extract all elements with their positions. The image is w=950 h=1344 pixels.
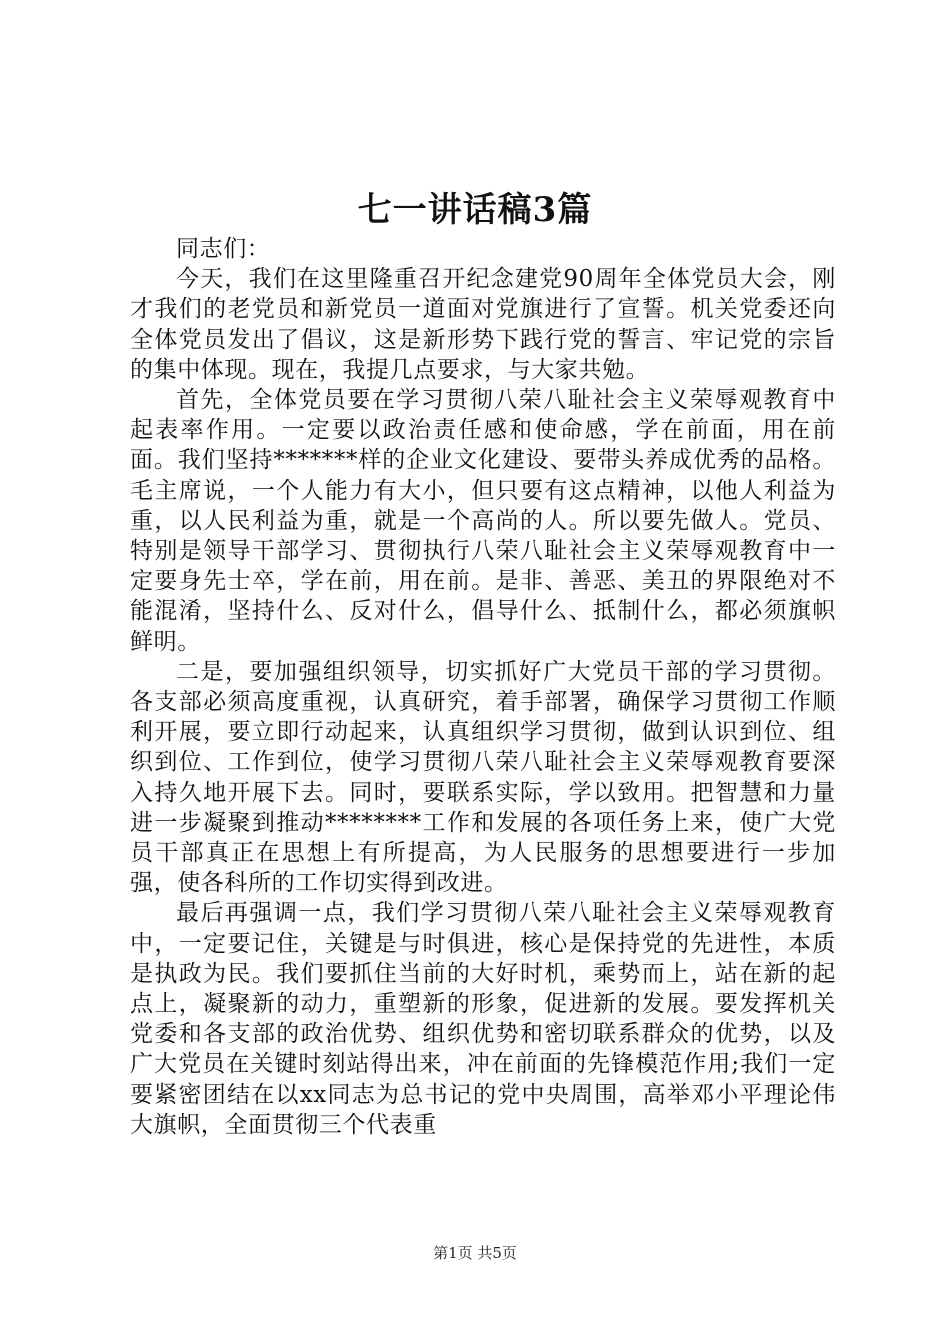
document-title: 七一讲话稿3篇 [357,190,593,230]
paragraph-4: 最后再强调一点，我们学习贯彻八荣八耻社会主义荣辱观教育中，一定要记住，关键是与时俱进，核心是保持党的先进性，本质是执政为民。我们要抓住当前的大好时机，乘势而上，站在新的起点上，凝聚新的动力，重塑新的形象，促进新的发展。要发挥机关党委和各支部的政治优势、组织优势和密切联系群众的优势，以及广大党员在关键时刻站得出来，冲在前面的先锋模范作用;我们一定要紧密团结在以xx同志为总书记的党中央周围，高举邓小平理论伟大旗帜，全面贯彻三个代表重 [130,900,836,1138]
salutation: 同志们： [176,236,271,262]
document-body [130,234,836,1140]
page-number-footer: 第1页 共5页 [433,1244,517,1262]
paragraph-2: 首先，全体党员要在学习贯彻八荣八耻社会主义荣辱观教育中起表率作用。一定要以政治责任感和使命感，学在前面，用在前面。我们坚持*******样的企业文化建设、要带头养成优秀的品格。毛主席说，一个人能力有大小，但只要有这点精神，以他人利益为重，以人民利益为重，就是一个高尚的人。所以要先做人。党员、特别是领导干部学习、贯彻执行八荣八耻社会主义荣辱观教育中一定要身先士卒，学在前，用在前。是非、善恶、美丑的界限绝对不能混淆，坚持什么、反对什么，倡导什么、抵制什么，都必须旗帜鲜明。 [130,387,836,655]
paragraph-3: 二是，要加强组织领导，切实抓好广大党员干部的学习贯彻。各支部必须高度重视，认真研究，着手部署，确保学习贯彻工作顺利开展，要立即行动起来，认真组织学习贯彻，做到认识到位、组织到位、工作到位，使学习贯彻八荣八耻社会主义荣辱观教育要深入持久地开展下去。同时，要联系实际，学以致用。把智慧和力量进一步凝聚到推动********工作和发展的各项任务上来，使广大党员干部真正在思想上有所提高，为人民服务的思想要进行一步加强，使各科所的工作切实得到改进。 [130,658,836,897]
paragraph-1: 今天，我们在这里隆重召开纪念建党90周年全体党员大会，刚才我们的老党员和新党员一道面对党旗进行了宣誓。机关党委还向全体党员发出了倡议，这是新形势下践行党的誓言、牢记党的宗旨的集中体现。现在，我提几点要求，与大家共勉。 [130,266,836,383]
